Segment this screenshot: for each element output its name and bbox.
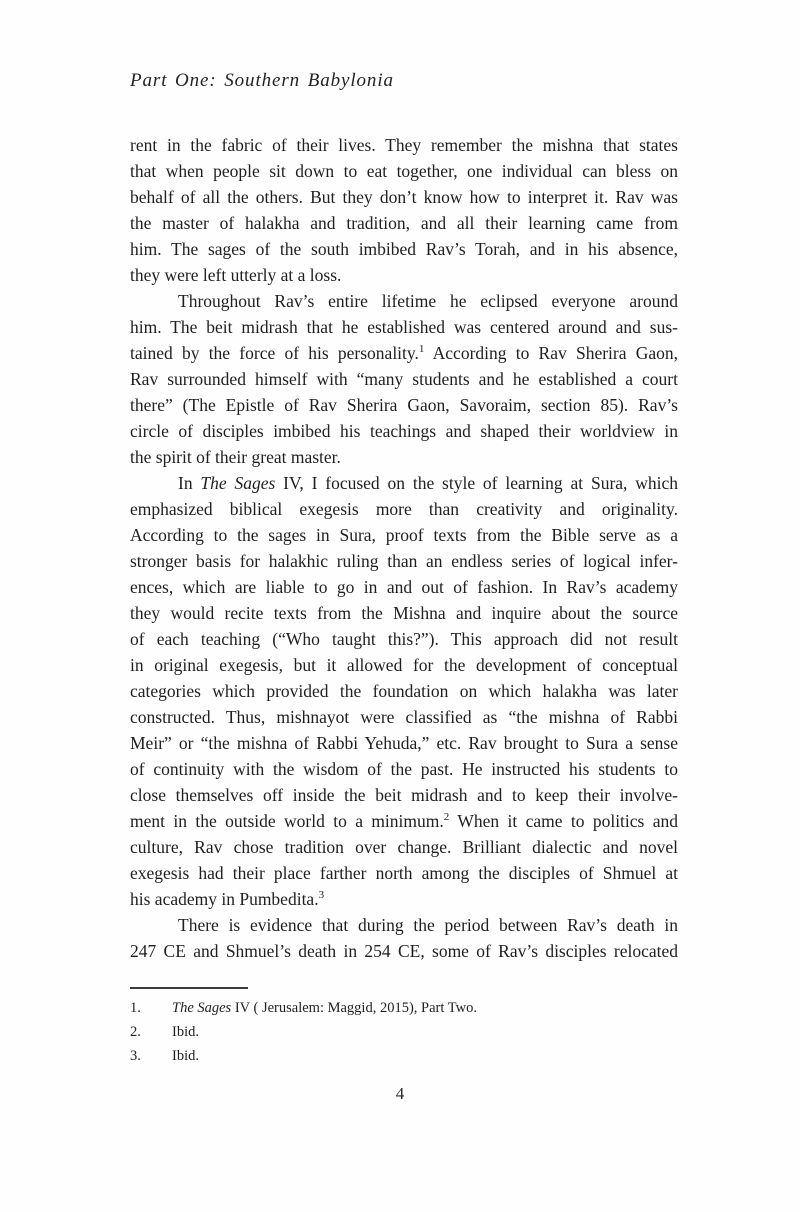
text-line: behalf of all the others. But they don’t know how to interpret it. Rav was	[130, 187, 678, 207]
text-line: Throughout Rav’s entire lifetime he eclipsed everyone around	[178, 291, 678, 311]
text-line: emphasized biblical exegesis more than creativity and originality.	[130, 499, 678, 519]
text-line: ences, which are liable to go in and out of fashion. In Rav’s academy	[130, 577, 678, 597]
footnote-divider	[130, 987, 248, 989]
text-line: close themselves off inside the beit midrash and to keep their involve-	[130, 785, 678, 805]
text-line: 247 CE and Shmuel’s death in 254 CE, some of Rav’s disciples relocated	[130, 941, 678, 961]
body-text	[130, 132, 678, 964]
text-line: in original exegesis, but it allowed for the development of conceptual	[130, 655, 678, 675]
text-line: exegesis had their place farther north among the disciples of Shmuel at	[130, 863, 678, 883]
text-line: him. The sages of the south imbibed Rav’s Torah, and in his absence,	[130, 239, 678, 259]
text-line: they were left utterly at a loss.	[130, 265, 342, 285]
text-line: they would recite texts from the Mishna and inquire about the source	[130, 603, 678, 623]
text-line: circle of disciples imbibed his teachings and shaped their worldview in	[130, 421, 678, 441]
running-header: Part One: Southern Babylonia	[130, 70, 394, 91]
paragraph	[130, 470, 678, 912]
text-line: his academy in Pumbedita.$^3$	[130, 889, 325, 909]
page-number: 4	[395, 1084, 405, 1103]
text-line: tained by the force of his personality.$^1$ According to Rav Sherira Gaon,	[130, 343, 678, 363]
text-line: stronger basis for halakhic ruling than an endless series of logical infer-	[130, 551, 678, 571]
footnote	[130, 1044, 678, 1068]
footnotes	[130, 996, 678, 1068]
text-line: constructed. Thus, mishnayot were classified as “the mishna of Rabbi	[130, 707, 678, 727]
footnote-text: The Sages IV ( Jerusalem: Maggid, 2015), Part Two.	[172, 1000, 477, 1016]
footnote-number: 3.	[130, 1048, 141, 1064]
footnote-text: Ibid.	[172, 1048, 199, 1064]
text-line: there” (The Epistle of Rav Sherira Gaon, Savoraim, section 85). Rav’s	[130, 395, 678, 415]
text-line: of continuity with the wisdom of the past. He instructed his students to	[130, 759, 678, 779]
text-line: the spirit of their great master.	[130, 447, 341, 467]
text-line: him. The beit midrash that he established was centered around and sus-	[130, 317, 678, 337]
footnote	[130, 996, 678, 1020]
text-line: According to the sages in Sura, proof texts from the Bible serve as a	[130, 525, 678, 545]
text-line: Meir” or “the mishna of Rabbi Yehuda,” etc. Rav brought to Sura a sense	[130, 733, 678, 753]
footnote-number: 2.	[130, 1024, 141, 1040]
text-line: of each teaching (“Who taught this?”). This approach did not result	[130, 629, 678, 649]
text-line: rent in the fabric of their lives. They remember the mishna that states	[130, 135, 678, 155]
paragraph	[130, 132, 678, 288]
text-line: ment in the outside world to a minimum.$^2$ When it came to politics and	[130, 811, 678, 831]
paragraph	[130, 912, 678, 964]
paragraph	[130, 288, 678, 470]
text-line: that when people sit down to eat together, one individual can bless on	[130, 161, 678, 181]
footnote	[130, 1020, 678, 1044]
footnote-text: Ibid.	[172, 1024, 199, 1040]
text-line: There is evidence that during the period between Rav’s death in	[178, 915, 678, 935]
text-line: culture, Rav chose tradition over change. Brilliant dialectic and novel	[130, 837, 678, 857]
text-line: the master of halakha and tradition, and all their learning came from	[130, 213, 678, 233]
text-line: In The Sages IV, I focused on the style of learning at Sura, which	[178, 473, 678, 493]
text-line: categories which provided the foundation on which halakha was later	[130, 681, 678, 701]
footnote-number: 1.	[130, 1000, 141, 1016]
text-line: Rav surrounded himself with “many students and he established a court	[130, 369, 678, 389]
